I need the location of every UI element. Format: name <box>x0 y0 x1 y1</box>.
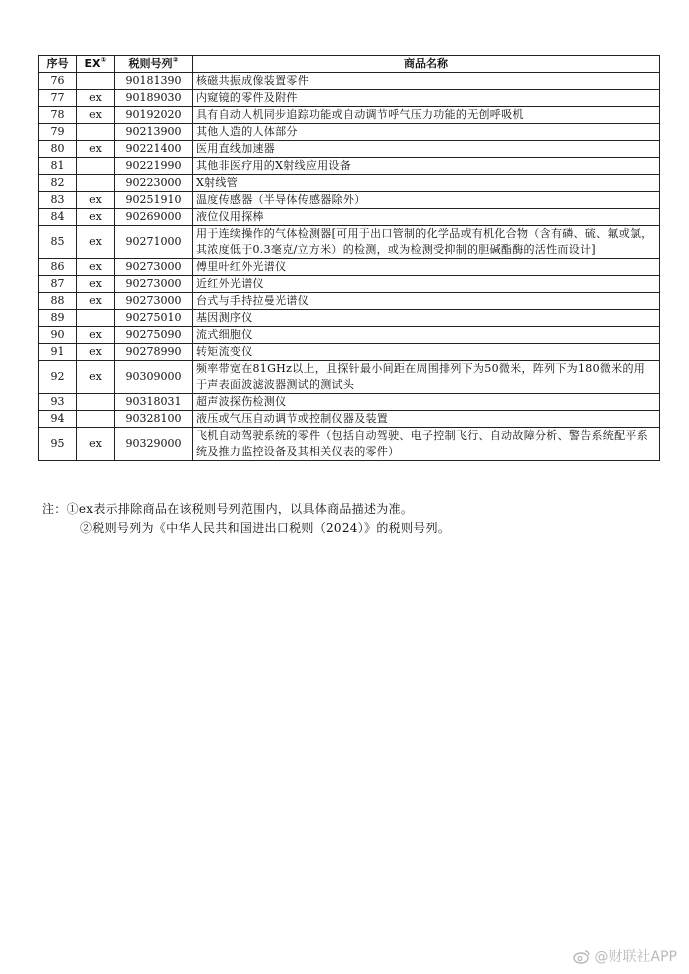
row-seq: 82 <box>39 175 77 192</box>
row-code: 90273000 <box>115 276 193 293</box>
table-row <box>39 310 660 327</box>
table-row <box>39 73 660 90</box>
row-code: 90318031 <box>115 394 193 411</box>
header-code: 税则号列② <box>115 56 193 73</box>
header-code-footnote-mark: ② <box>172 56 179 64</box>
table-row <box>39 226 660 259</box>
row-code: 90329000 <box>115 428 193 461</box>
table-row <box>39 158 660 175</box>
row-ex: ex <box>77 209 115 226</box>
row-seq: 94 <box>39 411 77 428</box>
table-row <box>39 90 660 107</box>
row-code: 90189030 <box>115 90 193 107</box>
row-code: 90273000 <box>115 259 193 276</box>
row-code: 90271000 <box>115 226 193 259</box>
row-code: 90223000 <box>115 175 193 192</box>
row-name: 频率带宽在81GHz以上，且探针最小间距在周围排列下为50微米，阵列下为180微米的用于声表面波滤波器测试的测试头 <box>193 361 660 394</box>
row-name: 超声波探伤检测仪 <box>193 394 660 411</box>
row-ex: ex <box>77 327 115 344</box>
row-name: 转矩流变仪 <box>193 344 660 361</box>
row-code: 90192020 <box>115 107 193 124</box>
table-row <box>39 276 660 293</box>
footnotes <box>42 500 662 538</box>
row-name: 液位仪用探棒 <box>193 209 660 226</box>
row-ex: ex <box>77 361 115 394</box>
row-seq: 91 <box>39 344 77 361</box>
row-ex <box>77 73 115 90</box>
row-code: 90269000 <box>115 209 193 226</box>
row-name: 基因测序仪 <box>193 310 660 327</box>
row-code: 90251910 <box>115 192 193 209</box>
row-seq: 89 <box>39 310 77 327</box>
row-code: 90309000 <box>115 361 193 394</box>
row-ex: ex <box>77 259 115 276</box>
watermark <box>573 946 677 966</box>
row-code: 90181390 <box>115 73 193 90</box>
row-seq: 87 <box>39 276 77 293</box>
goods-table <box>38 55 660 461</box>
row-seq: 77 <box>39 90 77 107</box>
table-row <box>39 175 660 192</box>
row-code: 90213900 <box>115 124 193 141</box>
table-row <box>39 344 660 361</box>
table-row <box>39 259 660 276</box>
row-seq: 81 <box>39 158 77 175</box>
header-seq: 序号 <box>39 56 77 73</box>
weibo-icon <box>573 949 591 964</box>
row-code: 90221400 <box>115 141 193 158</box>
row-name: 用于连续操作的气体检测器[可用于出口管制的化学品或有机化合物（含有磷、硫、氟或氯，其浓度低于0.3毫克/立方米）的检测，或为检测受抑制的胆碱酯酶的活性而设计] <box>193 226 660 259</box>
row-ex: ex <box>77 90 115 107</box>
row-code: 90275090 <box>115 327 193 344</box>
row-ex <box>77 394 115 411</box>
row-seq: 80 <box>39 141 77 158</box>
row-ex <box>77 175 115 192</box>
table-row <box>39 124 660 141</box>
row-name: 核磁共振成像装置零件 <box>193 73 660 90</box>
row-ex: ex <box>77 192 115 209</box>
row-name: 飞机自动驾驶系统的零件（包括自动驾驶、电子控制飞行、自动故障分析、警告系统配平系统及推力监控设备及其相关仪表的零件） <box>193 428 660 461</box>
row-ex: ex <box>77 293 115 310</box>
row-ex: ex <box>77 107 115 124</box>
table-row <box>39 394 660 411</box>
row-ex <box>77 310 115 327</box>
table-row <box>39 209 660 226</box>
table-body <box>39 73 660 461</box>
row-name: 医用直线加速器 <box>193 141 660 158</box>
table-row <box>39 293 660 310</box>
footnote-code: ②税则号列为《中华人民共和国进出口税则（2024）》的税则号列。 <box>80 521 451 535</box>
row-seq: 85 <box>39 226 77 259</box>
row-name: 其他非医疗用的X射线应用设备 <box>193 158 660 175</box>
header-ex: EX① <box>77 56 115 73</box>
row-code: 90278990 <box>115 344 193 361</box>
row-name: 流式细胞仪 <box>193 327 660 344</box>
row-seq: 90 <box>39 327 77 344</box>
row-seq: 88 <box>39 293 77 310</box>
row-name: 具有自动人机同步追踪功能或自动调节呼气压力功能的无创呼吸机 <box>193 107 660 124</box>
header-ex-footnote-mark: ① <box>100 56 107 64</box>
row-name: 近红外光谱仪 <box>193 276 660 293</box>
header-name: 商品名称 <box>193 56 660 73</box>
row-name: 温度传感器（半导体传感器除外） <box>193 192 660 209</box>
row-ex: ex <box>77 428 115 461</box>
row-ex: ex <box>77 141 115 158</box>
table-row <box>39 141 660 158</box>
row-name: X射线管 <box>193 175 660 192</box>
row-code: 90273000 <box>115 293 193 310</box>
table-row <box>39 327 660 344</box>
row-seq: 79 <box>39 124 77 141</box>
table-row <box>39 107 660 124</box>
table-header-row <box>39 56 660 73</box>
row-seq: 76 <box>39 73 77 90</box>
row-ex <box>77 411 115 428</box>
row-name: 台式与手持拉曼光谱仪 <box>193 293 660 310</box>
row-seq: 84 <box>39 209 77 226</box>
row-ex: ex <box>77 226 115 259</box>
watermark-text: @财联社APP <box>594 949 677 965</box>
row-code: 90328100 <box>115 411 193 428</box>
row-seq: 78 <box>39 107 77 124</box>
row-name: 傅里叶红外光谱仪 <box>193 259 660 276</box>
row-name: 液压或气压自动调节或控制仪器及装置 <box>193 411 660 428</box>
table-row <box>39 428 660 461</box>
row-code: 90221990 <box>115 158 193 175</box>
row-ex <box>77 158 115 175</box>
table-row <box>39 411 660 428</box>
row-code: 90275010 <box>115 310 193 327</box>
row-seq: 92 <box>39 361 77 394</box>
row-ex: ex <box>77 276 115 293</box>
table-row <box>39 192 660 209</box>
row-seq: 93 <box>39 394 77 411</box>
row-ex <box>77 124 115 141</box>
footnote-ex: 注：①ex表示排除商品在该税则号列范围内，以具体商品描述为准。 <box>42 502 414 516</box>
row-name: 其他人造的人体部分 <box>193 124 660 141</box>
row-ex: ex <box>77 344 115 361</box>
row-name: 内窥镜的零件及附件 <box>193 90 660 107</box>
row-seq: 95 <box>39 428 77 461</box>
table-row <box>39 361 660 394</box>
row-seq: 86 <box>39 259 77 276</box>
row-seq: 83 <box>39 192 77 209</box>
